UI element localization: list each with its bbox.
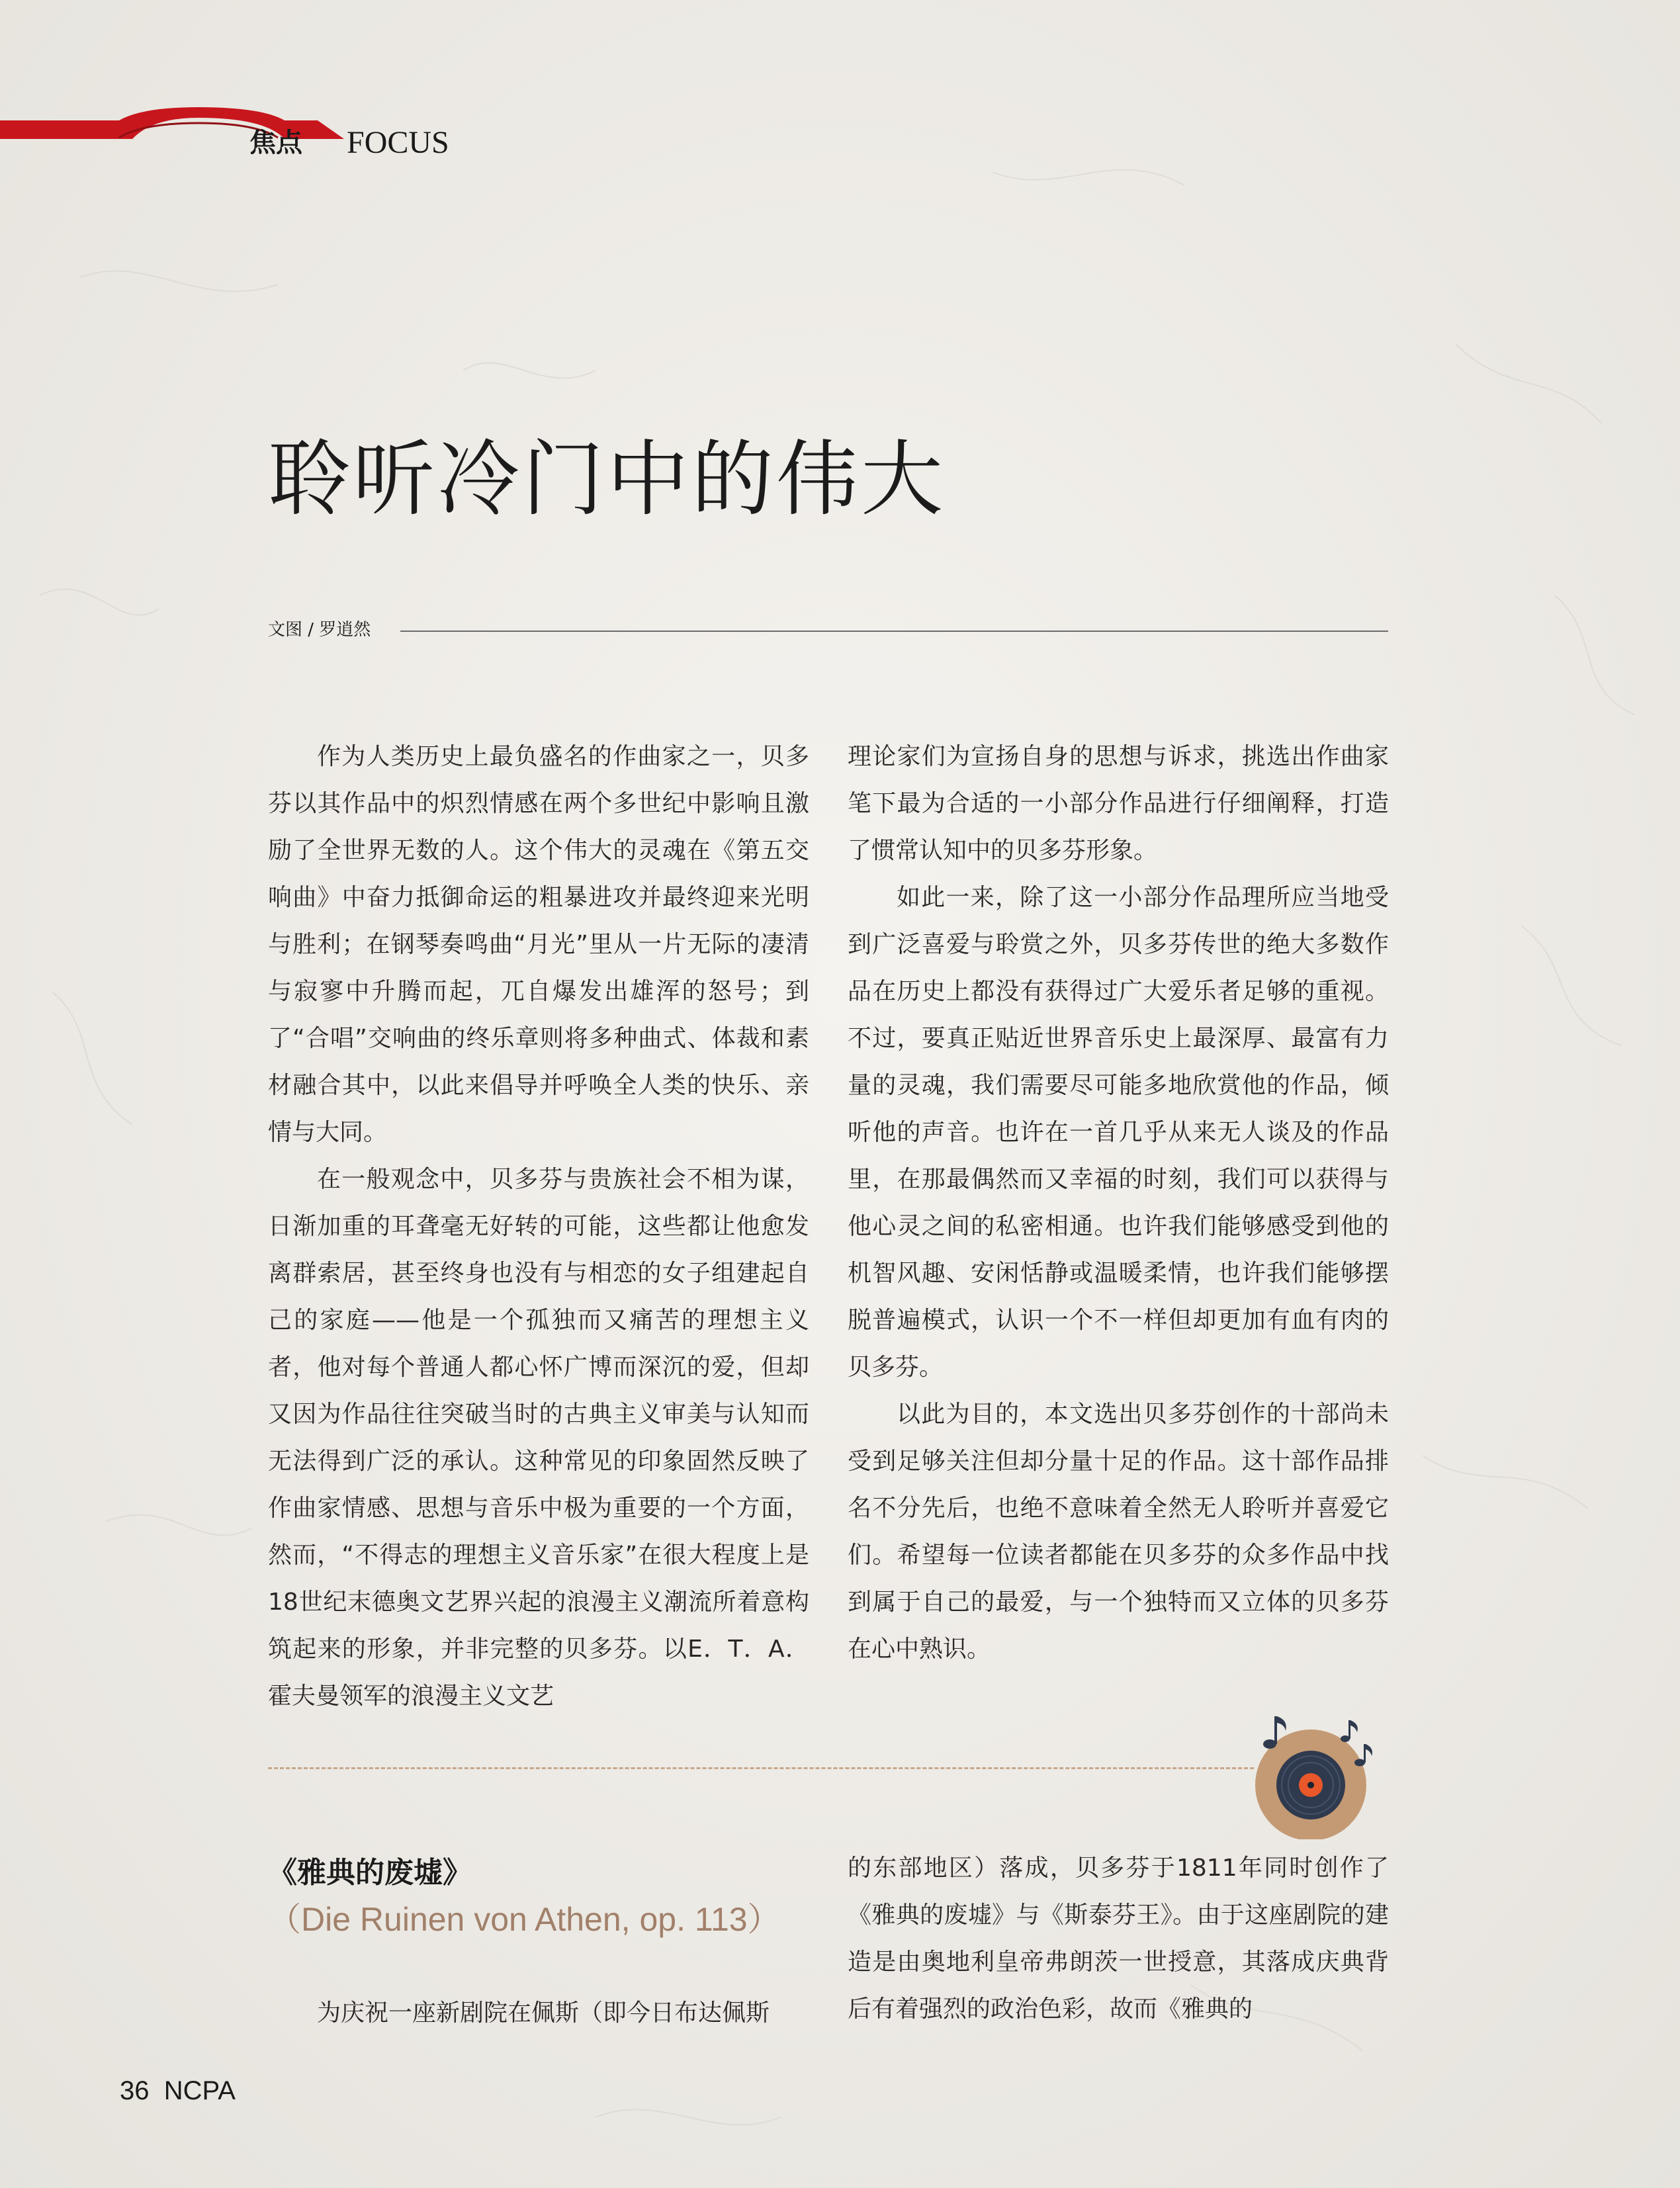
paragraph: 作为人类历史上最负盛名的作曲家之一，贝多芬以其作品中的炽烈情感在两个多世纪中影响且激励了全世界无数的人。这个伟大的灵魂在《第五交响曲》中奋力抵御命运的粗暴进攻并最终迎来光明与胜利；在钢琴奏鸣曲“月光”里从一片无际的凄清与寂寥中升腾而起，兀自爆发出雄浑的怒号；到了“合唱”交响曲的终乐章则将多种曲式、体裁和素材融合其中，以此来倡导并呼唤全人类的快乐、亲情与大同。 [268,743,809,1146]
header-band [0,106,371,159]
intro-column-left [268,733,809,1720]
vinyl-record-icon [1247,1707,1380,1839]
paragraph: 以此为目的，本文选出贝多芬创作的十部尚未受到足够关注但却分量十足的作品。这十部作品排名不分先后，也绝不意味着全然无人聆听并喜爱它们。希望每一位读者都能在贝多芬的众多作品中找到属于自己的最爱，与一个独特而又立体的贝多芬在心中熟识。 [848,1401,1389,1663]
byline: 文图 / 罗逍然 [268,620,371,640]
paragraph: 如此一来，除了这一小部分作品理所应当地受到广泛喜爱与聆赏之外，贝多芬传世的绝大多数作品在历史上都没有获得过广大爱乐者足够的重视。不过，要真正贴近世界音乐史上最深厚、最富有力量的灵魂，我们需要尽可能多地欣赏他的作品，倾听他的声音。也许在一首几乎从来无人谈及的作品里，在那最偶然而又幸福的时刻，我们可以获得与他心灵之间的私密相通。也许我们能够感受到他的机智风趣、安闲恬静或温暖柔情，也许我们能够摆脱普遍模式，认识一个不一样但却更加有血有肉的贝多芬。 [848,884,1389,1381]
section1-column-right [848,1845,1389,2033]
work-title-cn: 《雅典的废墟》 [268,1856,472,1890]
paragraph: 理论家们为宣扬自身的思想与诉求，挑选出作曲家笔下最为合适的一小部分作品进行仔细阐释，打造了惯常认知中的贝多芬形象。 [848,743,1389,864]
paragraph: 的东部地区）落成，贝多芬于1811年同时创作了《雅典的废墟》与《斯泰芬王》。由于这座剧院的建造是由奥地利皇帝弗朗茨一世授意，其落成庆典背后有着强烈的政治色彩，故而《雅典的 [848,1855,1389,2023]
byline-rule [400,631,1388,632]
paragraph: 为庆祝一座新剧院在佩斯（即今日布达佩斯 [317,1999,770,2027]
section-label-cn: 焦点 [249,128,302,158]
page-number: 36 NCPA [120,2076,236,2105]
article-title: 聆听冷门中的伟大 [268,432,946,527]
section-divider [268,1767,1254,1769]
paragraph: 在一般观念中，贝多芬与贵族社会不相为谋，日渐加重的耳聋毫无好转的可能，这些都让他愈发离群索居，甚至终身也没有与相恋的女子组建起自己的家庭——他是一个孤独而又痛苦的理想主义者，他对每个普通人都心怀广博而深沉的爱，但却又因为作品往往突破当时的古典主义审美与认知而无法得到广泛的承认。这种常见的印象固然反映了作曲家情感、思想与音乐中极为重要的一个方面，然而，“不得志的理想主义音乐家”在很大程度上是18世纪末德奥文艺界兴起的浪漫主义潮流所着意构筑起来的形象，并非完整的贝多芬。以E．T．A．霍夫曼领军的浪漫主义文艺 [268,1166,809,1710]
work-title-en: （Die Ruinen von Athen, op. 113） [268,1901,781,1938]
music-note-icon [1341,1720,1358,1742]
intro-column-right [848,733,1389,1673]
section1-column-left [268,1990,809,2036]
section-label-en: FOCUS [347,125,449,160]
